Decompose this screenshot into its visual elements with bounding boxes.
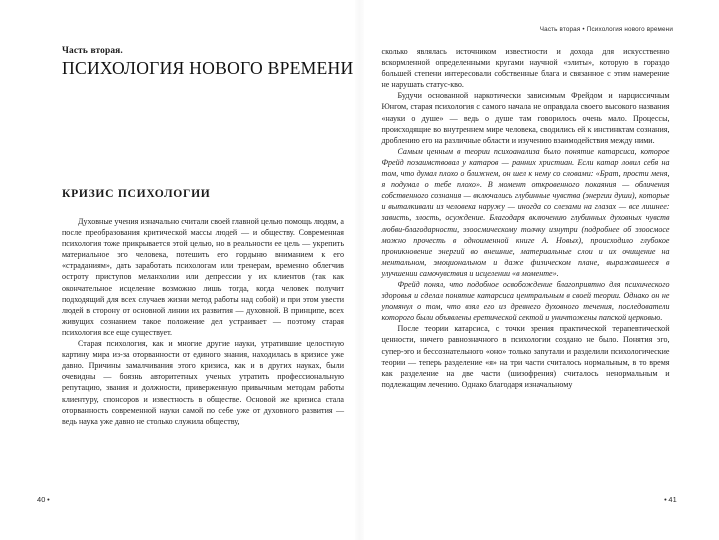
folio-right (663, 495, 677, 504)
left-body-text (62, 216, 344, 427)
right-page (360, 0, 719, 540)
paragraph-continued: сколько являлась источником известности и дохода для искусственно вскормленной определенными кругами научной «элиты», которую в гораздо большей степени интересовали собственные блага и связанное с этим намерение не нарушать статус-кво. (381, 47, 670, 90)
paragraph: Старая психология, как и многие другие науки, утратившие целостную картину мира из-за оторванности от единого знания, находилась в кризисе уже давно. Причины замалчивания этого кризиса, как и в других науках, были очевидны — боязнь авторитетных ученых утратить профессиональную репутацию, звания и должности, приверженную привычным методам работы клиентуру, спонсоров и известность в обществе. Основой же кризиса стала оторванность современной науки самой по себе уже от духовного развития — ведь наука уже давно не столько служила обществу, (62, 339, 344, 426)
folio-left (37, 495, 51, 504)
folio-dot-icon: • (664, 495, 667, 504)
paragraph: Духовные учения изначально считали своей главной целью помощь людям, а после преобразования критической массы людей — и обществу. Современная психология тоже прикрывается этой целью, но в реальности ее цель — укрепить материальное эго человека, потешить его гордыню вниманием к его «страданиям», дать заработать психологам или тренерам, временно облегчив остроту приступов меланхолии или депрессии у их клиентов (так как окончательное исцеление возможно лишь тогда, когда человек получит подходящий для всех случаев жизни метод работы над собой) и при этом увести людей в сторону от основной линии их развития — духовной. В принципе, всех живущих сознанием такое положение дел устраивает — поэтому старая психология все еще существует. (62, 217, 344, 337)
running-head-separator-icon: • (582, 26, 585, 33)
paragraph: После теории катарсиса, с точки зрения практической терапевтической ценности, ничего равнозначного в психологии создано не было. Понятия эго, супер-эго и бессознательного «оно» только запутали и разделили психологические теории — теперь разделение «я» на три части считалось нормальным, в то время как разделение на две части (шизофрения) считалось ненормальным и подлежащим лечению. Однако благодаря изначальному (381, 324, 670, 389)
page-number: 40 (37, 495, 46, 504)
right-body-text (382, 46, 670, 390)
page-number: 41 (668, 495, 677, 504)
folio-dot-icon: • (47, 495, 50, 504)
part-title-block (62, 46, 354, 79)
paragraph: Будучи основанной наркотически зависимым Фрейдом и нарциссичным Юнгом, старая психология с самого начала не оправдала своего высокого названия «науки о душе» — ведь о душе там говорилось очень мало. Процессы, происходящие во внутреннем мире человека, сводились ей к инстинктам сознания, дроблению его на различные области и изучению взаимодействия между ними. (381, 91, 670, 145)
section-heading: КРИЗИС ПСИХОЛОГИИ (62, 187, 211, 200)
running-head-title: Психология нового времени (586, 26, 673, 33)
running-head-part: Часть вторая (539, 26, 581, 33)
paragraph-italic: Самым ценным в теории психоанализа было понятие катарсиса, которое Фрейд позаимствовал у катаров — ранних христиан. Если катар ловил себя на том, что думал плохо о ближнем, он шел к нему со словами: «Брат, прости меня, я подумал о тебе плохо». В момент откровенного покаяния — обличения собственного сознания — включались глубинные чувства (энергии души), которые и выталкивали из человека наружу — иногда со слезами на глазах — все лишнее: зависть, злость, осуждение. Благодаря включению глубинных духовных чувств любви-благодарности, эзоосмическому толчку изнутри (подробнее об эзоосмосе можно прочесть в одноименной книге А. Новых), происходило глубокое проникновение энергий во внешние, материальные слои и их очищение на ментальном, эмоциональном и даже физическом плане, выражавшееся в улучшении самочувствия и исцелении «в моменте». (381, 146, 670, 278)
part-kicker: Часть вторая. (62, 46, 123, 56)
paragraph-italic: Фрейд понял, что подобное освобождение благоприятно для психического здоровья и сделал понятие катарсиса центральным в своей теории. Однако он не упомянул о том, что взял его из древнего духовного течения, последователи которого были объявлены еретической сектой и уничтожены папской церковью. (381, 279, 670, 323)
running-header (540, 26, 673, 33)
part-title: ПСИХОЛОГИЯ НОВОГО ВРЕМЕНИ (62, 58, 354, 79)
